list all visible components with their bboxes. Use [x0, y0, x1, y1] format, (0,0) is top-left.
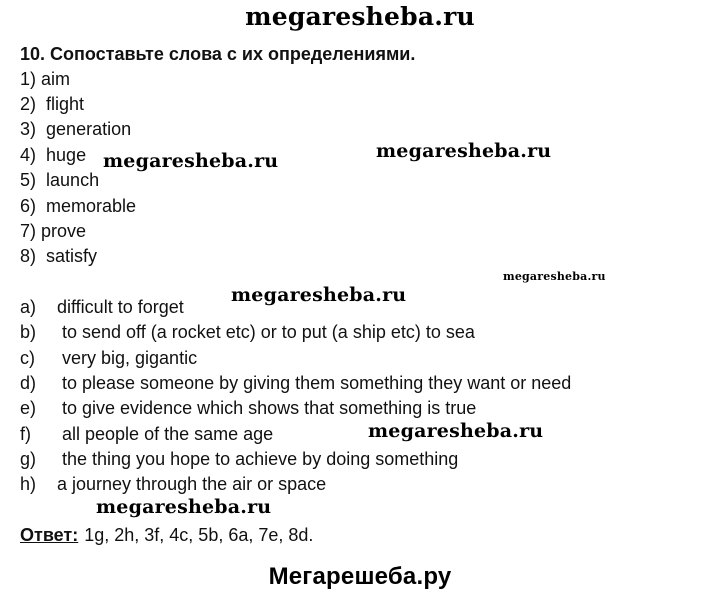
word-item [20, 145, 86, 166]
word-item [20, 119, 131, 140]
word-item [20, 196, 136, 217]
definition-letter: e) [20, 398, 37, 418]
word-item [20, 246, 97, 267]
word-item [20, 69, 70, 90]
definition-text: to send off (a rocket etc) or to put (a ship etc) to sea [62, 322, 475, 342]
definition-item [20, 322, 475, 343]
word-number: 7) [20, 221, 37, 241]
definition-letter: f) [20, 424, 31, 444]
definition-item [20, 424, 274, 445]
word-text: huge [46, 145, 87, 165]
word-text: generation [46, 119, 132, 139]
word-text: satisfy [46, 246, 98, 266]
definition-text: to please someone by giving them something they want or need [62, 373, 572, 393]
word-item [20, 94, 84, 115]
watermark: megaresheba.ru [103, 150, 279, 172]
definition-item [20, 348, 198, 369]
definition-text: to give evidence which shows that something is true [62, 398, 477, 418]
word-number: 4) [20, 145, 37, 165]
word-number: 8) [20, 246, 37, 266]
answer-label: Ответ: [20, 525, 79, 545]
definition-letter: a) [20, 297, 37, 317]
definition-text: difficult to forget [57, 297, 184, 317]
word-text: memorable [46, 196, 137, 216]
answer-line [20, 525, 313, 546]
definition-text: the thing you hope to achieve by doing something [62, 449, 459, 469]
word-text: flight [46, 94, 85, 114]
definition-item [20, 449, 459, 470]
definition-item [20, 474, 327, 495]
watermark: megaresheba.ru [96, 496, 272, 518]
watermark: megaresheba.ru [368, 420, 544, 442]
watermark: megaresheba.ru [231, 284, 407, 306]
answer-value: 1g, 2h, 3f, 4c, 5b, 6a, 7e, 8d. [84, 525, 314, 545]
definition-letter: b) [20, 322, 37, 342]
word-number: 6) [20, 196, 37, 216]
word-text: launch [46, 170, 100, 190]
word-number: 1) [20, 69, 37, 89]
word-number: 2) [20, 94, 37, 114]
word-text: prove [41, 221, 87, 241]
definition-text: very big, gigantic [62, 348, 198, 368]
word-number: 5) [20, 170, 37, 190]
definition-letter: g) [20, 449, 37, 469]
definition-letter: c) [20, 348, 35, 368]
watermark: megaresheba.ru [376, 140, 552, 162]
task-title: 10. Сопоставьте слова с их определениями. [20, 44, 416, 64]
definition-letter: h) [20, 474, 37, 494]
watermark-bottom: Мегарешеба.ру [268, 563, 452, 590]
definition-item [20, 373, 572, 394]
definition-item [20, 297, 184, 318]
word-item [20, 170, 99, 191]
word-number: 3) [20, 119, 37, 139]
definition-text: all people of the same age [62, 424, 274, 444]
word-item [20, 221, 86, 242]
definition-item [20, 398, 477, 419]
definition-letter: d) [20, 373, 37, 393]
watermark: megaresheba.ru [503, 270, 606, 283]
definition-text: a journey through the air or space [57, 474, 327, 494]
watermark-top: megaresheba.ru [245, 2, 475, 31]
word-text: aim [41, 69, 71, 89]
